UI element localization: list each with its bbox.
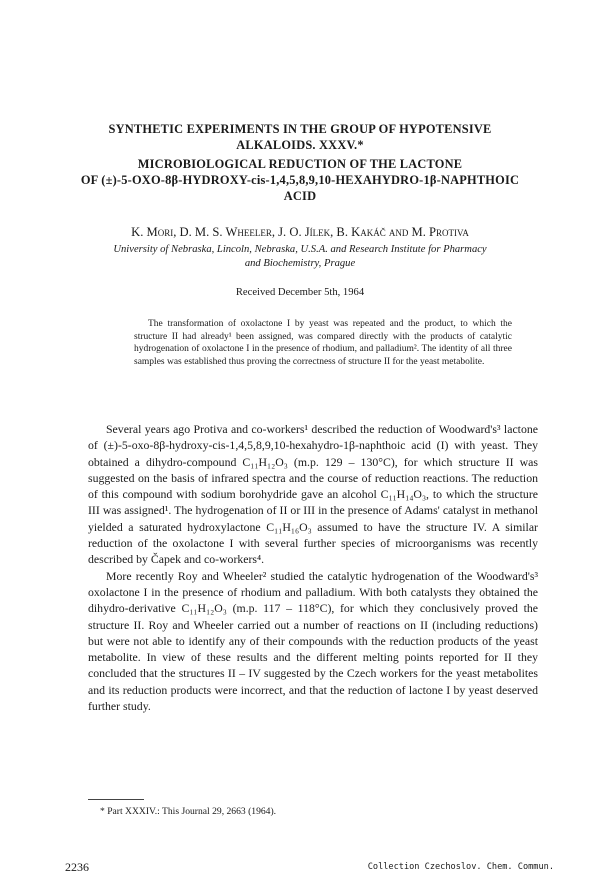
affiliation-line: University of Nebraska, Lincoln, Nebraska, U.S.A. and Research Institute for Pharmacy bbox=[113, 244, 487, 255]
footnote: * Part XXXIV.: This Journal 29, 2663 (1964). bbox=[100, 806, 277, 817]
paper-title bbox=[60, 121, 540, 153]
author-list: K. Mori, D. M. S. Wheeler, J. O. Jílek, B. Kakáč and M. Protiva bbox=[131, 225, 469, 239]
paper-subtitle bbox=[60, 156, 540, 204]
received-date: Received December 5th, 1964 bbox=[235, 287, 365, 298]
page-number: 2236 bbox=[65, 860, 89, 874]
affiliation bbox=[70, 243, 530, 271]
footnote-rule bbox=[88, 799, 144, 800]
title-line: ALKALOIDS. XXXV.* bbox=[236, 138, 364, 152]
abstract: The transformation of oxolactone I by yeast was repeated and the product, to which the structure II had already¹ been assigned, was compared directly with the products of catalytic hydrogenation of oxolactone I in the presence of rhodium, and palladium². The identity of all three samples was established thus proving the correctness of structure II for the yeast metabolite. bbox=[134, 319, 512, 367]
body-paragraph: More recently Roy and Wheeler² studied the catalytic hydrogenation of the Woodward's³ oxolactone I in the presence of rhodium and palladium. With both catalysts they obtained the dihydro-derivative C₁₁H₁₂O₃ (m.p. 117 – 118°C), for which they conclusively proved the structure II. Roy and Wheeler carried out a number of reactions on II (including reductions) but were not able to identify any of their compounds with the reduction products of the yeast metabolite. In view of these results and the different melting points reported for II they concluded that the structures II – IV suggested by the Czech workers for the yeast metabolites and its reduction products were incorrect, and that the reduction of lactone I by yeast deserved further study. bbox=[88, 568, 538, 714]
body-paragraph: Several years ago Protiva and co-workers¹ described the reduction of Woodward's³ lactone of (±)-5-oxo-8β-hydroxy-cis-1,4,5,8,9,10-hexahydro-1β-naphthoic acid (I) with yeast. They obtained a dihydro-compound C₁₁H₁₂O₃ (m.p. 129 – 130°C), for which structure II was suggested on the basis of infrared spectra and the course of reduction reactions. The reduction of this compound with sodium borohydride gave an alcohol C₁₁H₁₄O₃, to which the structure III was assigned¹. The hydrogenation of II or III in the presence of Adams' catalyst in methanol yielded a saturated hydroxylactone C₁₁H₁₆O₃ assumed to have the structure IV. A similar reduction of the oxolactone I with several further species of microorganisms was recently described by Čapek and co-workers⁴. bbox=[88, 422, 538, 567]
subtitle-line: MICROBIOLOGICAL REDUCTION OF THE LACTONE bbox=[137, 157, 463, 171]
journal-name: Collection Czechoslov. Chem. Commun. bbox=[367, 862, 554, 872]
subtitle-line: ACID bbox=[283, 189, 317, 203]
affiliation-line: and Biochemistry, Prague bbox=[244, 258, 356, 269]
title-line: SYNTHETIC EXPERIMENTS IN THE GROUP OF HYPOTENSIVE bbox=[108, 122, 492, 136]
subtitle-line: OF (±)-5-OXO-8β-HYDROXY-cis-1,4,5,8,9,10-HEXAHYDRO-1β-NAPHTHOIC bbox=[80, 173, 520, 187]
body-text bbox=[88, 421, 538, 714]
